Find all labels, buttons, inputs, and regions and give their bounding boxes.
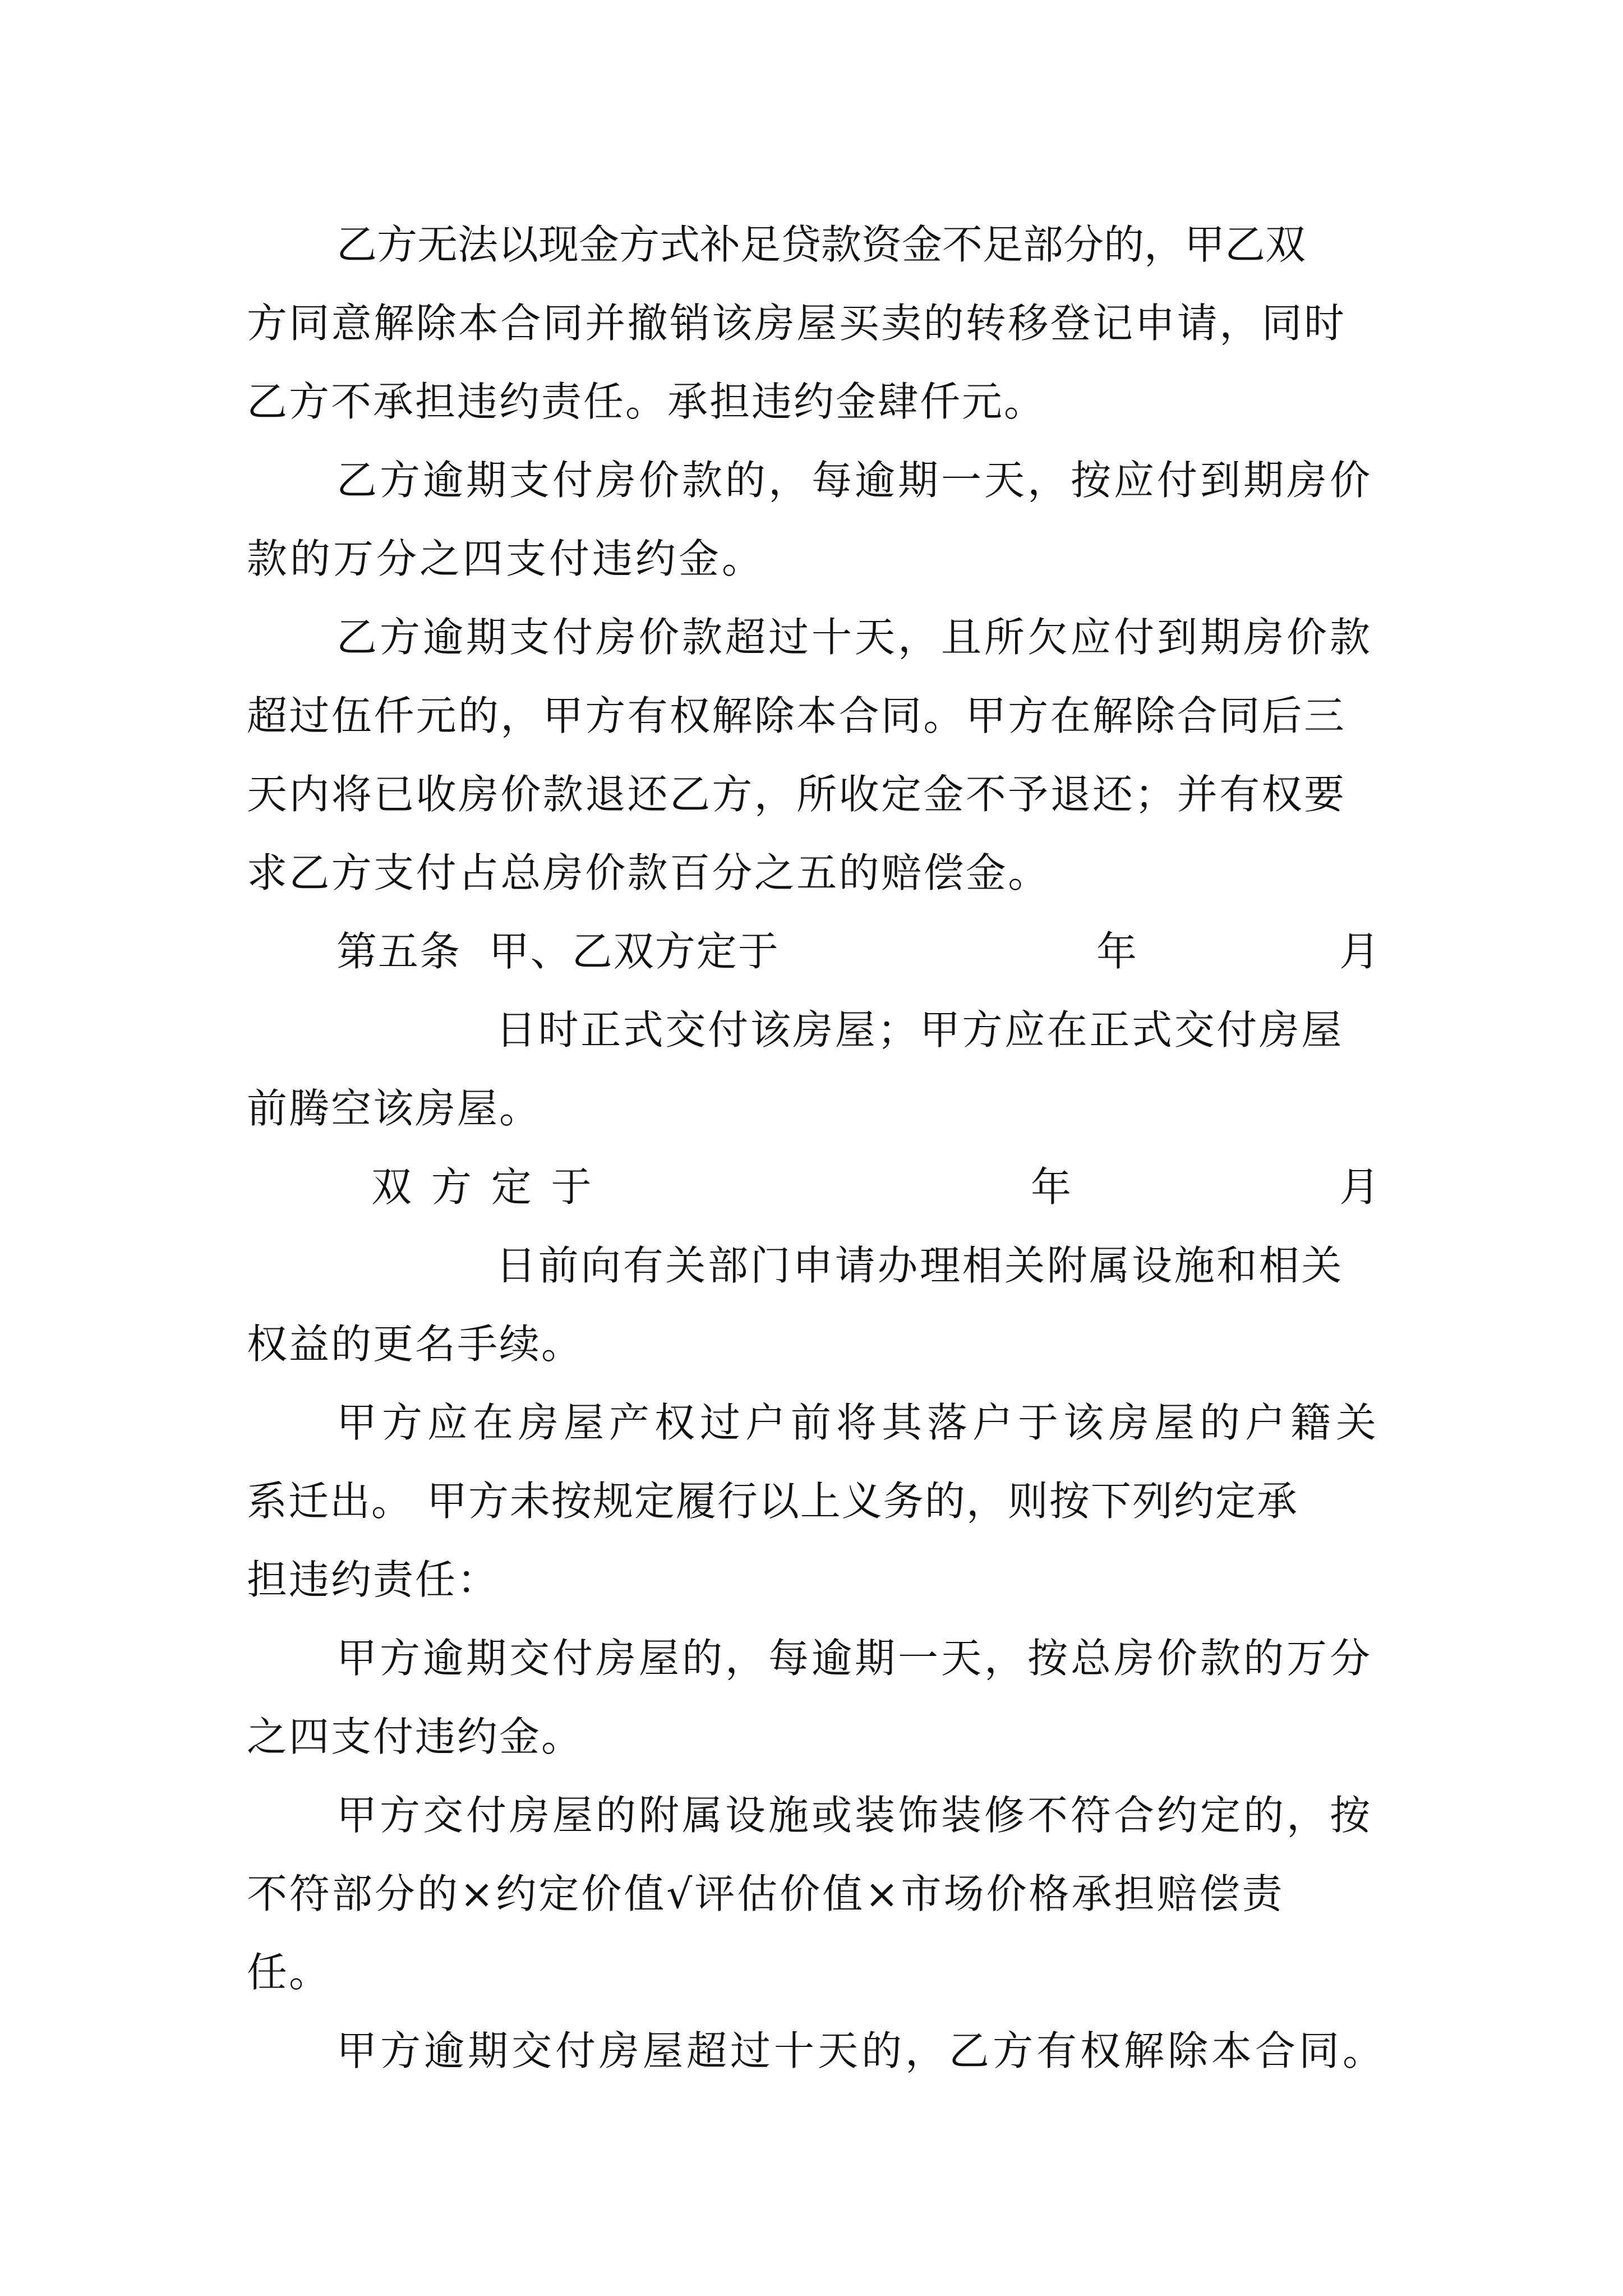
text: 日时正式交付该房屋；甲方应在正式交付房屋 bbox=[496, 1006, 1344, 1053]
paragraph-1-line-2 bbox=[247, 295, 1380, 351]
paragraph-8-line-2 bbox=[247, 1866, 1285, 1922]
paragraph-3-line-2 bbox=[247, 688, 1346, 744]
paragraph-6-line-3 bbox=[247, 1552, 499, 1608]
text: 月 bbox=[1339, 928, 1380, 975]
month-label bbox=[1339, 923, 1380, 979]
paragraph-7-line-1 bbox=[336, 1630, 1373, 1686]
text: 年 bbox=[1031, 1163, 1072, 1211]
paragraph-3-line-1 bbox=[336, 609, 1373, 665]
paragraph-5-line-2 bbox=[496, 1237, 1344, 1294]
text: 乙方不承担违约责任。承担违约金肆仟元。 bbox=[247, 378, 1046, 425]
month-label-2 bbox=[1339, 1159, 1380, 1215]
paragraph-3-line-3 bbox=[247, 766, 1346, 822]
text: 前腾空该房屋。 bbox=[247, 1085, 542, 1132]
article-5-heading: 第五条 甲、乙双方定于 bbox=[336, 928, 780, 975]
text: 款的万分之四支付违约金。 bbox=[247, 535, 766, 582]
text: 超过伍仟元的，甲方有权解除本合同。甲方在解除合同后三 bbox=[247, 692, 1347, 739]
text: 求乙方支付占总房价款百分之五的赔偿金。 bbox=[247, 849, 1050, 896]
paragraph-4-line-2 bbox=[496, 1002, 1344, 1058]
paragraph-2-line-1 bbox=[336, 452, 1373, 508]
text: 任。 bbox=[247, 1949, 331, 1996]
paragraph-9-line-1 bbox=[336, 2023, 1386, 2079]
paragraph-4-line-1 bbox=[336, 923, 780, 979]
paragraph-2-line-2 bbox=[247, 531, 765, 587]
text: 甲方应在房屋产权过户前将其落户于该房屋的户籍关 bbox=[336, 1399, 1382, 1446]
paragraph-5-line-3 bbox=[247, 1316, 583, 1372]
paragraph-7-line-2 bbox=[247, 1709, 583, 1765]
text: 不符部分的×约定价值√评估价值×市场价格承担赔偿责 bbox=[247, 1870, 1285, 1917]
text: 乙方逾期支付房价款的，每逾期一天，按应付到期房价 bbox=[336, 457, 1373, 504]
paragraph-5-line-1 bbox=[371, 1159, 595, 1215]
paragraph-6-line-2 bbox=[247, 1473, 1298, 1529]
text: 系迁出。 甲方未按规定履行以上义务的，则按下列约定承 bbox=[247, 1478, 1298, 1525]
paragraph-3-line-4 bbox=[247, 845, 1050, 901]
text: 甲方交付房屋的附属设施或装饰装修不符合约定的，按 bbox=[336, 1792, 1373, 1839]
paragraph-1-line-3 bbox=[247, 374, 1046, 430]
text: 乙方无法以现金方式补足贷款资金不足部分的，甲乙双 bbox=[336, 221, 1306, 268]
year-label bbox=[1096, 923, 1137, 979]
paragraph-6-line-1 bbox=[336, 1395, 1381, 1451]
paragraph-8-line-1 bbox=[336, 1787, 1373, 1843]
text: 日前向有关部门申请办理相关附属设施和相关 bbox=[496, 1242, 1344, 1289]
text: 方同意解除本合同并撤销该房屋买卖的转移登记申请，同时 bbox=[247, 300, 1347, 347]
paragraph-8-line-3 bbox=[247, 1944, 331, 2000]
text: 月 bbox=[1339, 1163, 1380, 1211]
text: 乙方逾期支付房价款超过十天，且所欠应付到期房价款 bbox=[336, 614, 1373, 661]
paragraph-1-line-1 bbox=[336, 217, 1380, 273]
text: 甲方逾期交付房屋的，每逾期一天，按总房价款的万分 bbox=[336, 1635, 1373, 1682]
text: 之四支付违约金。 bbox=[247, 1713, 584, 1760]
text: 天内将已收房价款退还乙方，所收定金不予退还；并有权要 bbox=[247, 771, 1347, 818]
text: 甲方逾期交付房屋超过十天的，乙方有权解除本合同。 bbox=[336, 2027, 1387, 2074]
text: 担违约责任： bbox=[247, 1556, 500, 1603]
year-label-2 bbox=[1031, 1159, 1071, 1215]
text: 双 方 定 于 bbox=[371, 1163, 595, 1211]
text: 权益的更名手续。 bbox=[247, 1320, 584, 1368]
text: 年 bbox=[1096, 928, 1137, 975]
paragraph-4-line-3 bbox=[247, 1080, 541, 1137]
